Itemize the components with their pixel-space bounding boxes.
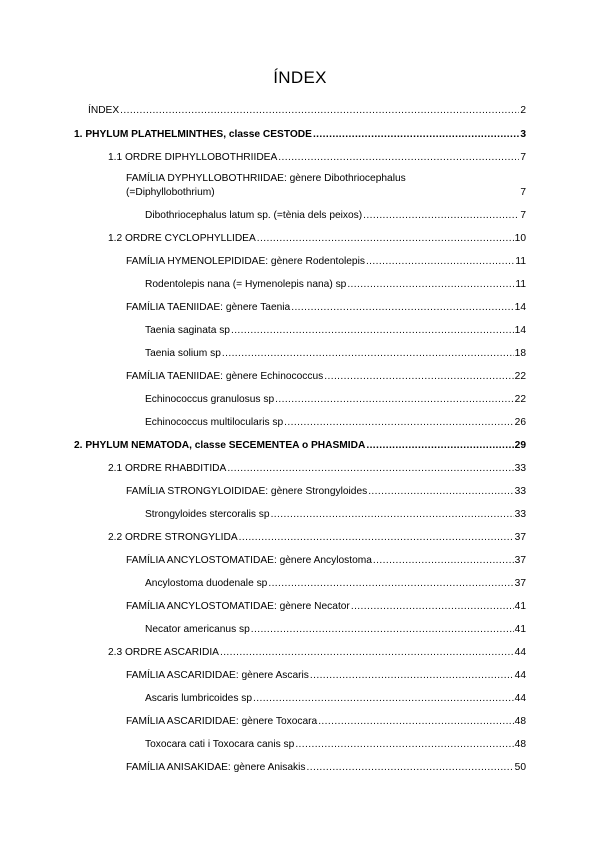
toc-entry-order-strongylida[interactable]: [108, 531, 526, 544]
toc-entry-species-ascaris-lumbricoides[interactable]: [145, 692, 526, 705]
toc-entry-page: 7: [520, 152, 526, 163]
toc-entry-page: 14: [514, 325, 526, 336]
toc-entry-text: FAMÍLIA ANCYLOSTOMATIDAE: gènere Necator: [126, 601, 350, 612]
toc-entry-page: 10: [514, 233, 526, 244]
toc-entry-text: FAMÍLIA ANISAKIDAE: gènere Anisakis: [126, 762, 306, 773]
toc-entry-page: 37: [514, 532, 526, 543]
toc-entry-text: 2.1 ORDRE RHABDITIDA: [108, 463, 227, 474]
toc-entry-page: 44: [514, 647, 526, 658]
dot-leader: [251, 623, 514, 636]
toc-entry-page: 48: [514, 739, 526, 750]
dot-leader: [253, 692, 514, 705]
dot-leader: [366, 439, 513, 452]
toc-entry-page: 14: [514, 302, 526, 313]
toc-entry-page: 41: [514, 624, 526, 635]
toc-entry-family-dyphyllobothriidae[interactable]: [126, 172, 526, 200]
dot-leader: [275, 393, 514, 406]
dot-leader: [373, 554, 514, 567]
toc-entry-text: Taenia saginata sp: [145, 325, 230, 336]
toc-entry-page: 7: [520, 187, 526, 198]
toc-entry-species-dibothriocephalus-latum[interactable]: [145, 209, 526, 222]
dot-leader: [257, 232, 514, 245]
dot-leader: [310, 669, 514, 682]
toc-entry-text: FAMÍLIA ANCYLOSTOMATIDAE: gènere Ancylostoma: [126, 555, 372, 566]
toc-entry-page: 11: [515, 256, 526, 267]
toc-entry-page: 29: [514, 440, 526, 451]
toc-entry-text: FAMÍLIA ASCARIDIDAE: gènere Toxocara: [126, 716, 318, 727]
toc-entry-text: FAMÍLIA STRONGYLOIDIDAE: gènere Strongyloides: [126, 486, 368, 497]
toc-entry-text: FAMÍLIA TAENIIDAE: gènere Echinococcus: [126, 371, 324, 382]
toc-entry-species-echinococcus-multilocularis[interactable]: [145, 416, 526, 429]
dot-leader: [295, 738, 513, 751]
page-title: ÍNDEX: [273, 68, 327, 87]
toc-entry-order-diphyllobothriidea[interactable]: [108, 151, 526, 164]
dot-leader: [291, 301, 513, 314]
toc-entry-species-rodentolepis-nana[interactable]: [145, 278, 526, 291]
toc-entry-species-echinococcus-granulosus[interactable]: [145, 393, 526, 406]
toc-entry-species-ancylostoma-duodenale[interactable]: [145, 577, 526, 590]
toc-entry-page: 37: [514, 555, 526, 566]
toc-entry-page: 33: [514, 486, 526, 497]
toc-entry-species-toxocara[interactable]: [145, 738, 526, 751]
toc-entry-page: 22: [514, 371, 526, 382]
toc-entry-family-ancylostomatidae-necator[interactable]: [126, 600, 526, 613]
dot-leader: [231, 324, 514, 337]
toc-entry-page: 22: [514, 394, 526, 405]
toc-entry-species-taenia-saginata[interactable]: [145, 324, 526, 337]
toc-entry-index[interactable]: [88, 104, 526, 117]
toc-entry-page: 18: [514, 348, 526, 359]
dot-leader: [239, 531, 514, 544]
toc-entry-text: Echinococcus multilocularis sp: [145, 417, 284, 428]
toc-entry-page: 2: [520, 105, 526, 116]
toc-entry-order-ascaridia[interactable]: [108, 646, 526, 659]
dot-leader: [227, 462, 513, 475]
toc-entry-text-continued: (=Diphyllobothrium): [126, 187, 215, 198]
toc-entry-text: Ancylostoma duodenale sp: [145, 578, 268, 589]
dot-leader: [368, 485, 513, 498]
dot-leader: [307, 761, 514, 774]
dot-leader: [284, 416, 514, 429]
dot-leader: [347, 278, 514, 291]
dot-leader: [268, 577, 513, 590]
dot-leader: [318, 715, 513, 728]
toc-entry-text: Taenia solium sp: [145, 348, 221, 359]
toc-entry-phylum-platyhelminthes[interactable]: [74, 128, 526, 141]
toc-entry-text: Rodentolepis nana (= Hymenolepis nana) sp: [145, 279, 347, 290]
toc-entry-family-anisakidae[interactable]: [126, 761, 526, 774]
dot-leader: [222, 347, 514, 360]
dot-leader: [313, 128, 519, 141]
toc-entry-page: 11: [515, 279, 526, 290]
toc-entry-page: 48: [514, 716, 526, 727]
toc-entry-page: 41: [514, 601, 526, 612]
toc-entry-text: Echinococcus granulosus sp: [145, 394, 275, 405]
toc-entry-species-necator-americanus[interactable]: [145, 623, 526, 636]
toc-entry-text: Strongyloides stercoralis sp: [145, 509, 270, 520]
toc-entry-species-strongyloides-stercoralis[interactable]: [145, 508, 526, 521]
toc-entry-page: 37: [514, 578, 526, 589]
toc-entry-text: 2.2 ORDRE STRONGYLIDA: [108, 532, 238, 543]
dot-leader: [278, 151, 519, 164]
dot-leader: [351, 600, 514, 613]
toc-entry-text: Toxocara cati i Toxocara canis sp: [145, 739, 295, 750]
toc-entry-text: 1. PHYLUM PLATHELMINTHES, classe CESTODE: [74, 129, 312, 140]
toc-entry-page: 3: [520, 129, 526, 140]
toc-entry-text: ÍNDEX: [88, 105, 120, 116]
dot-leader: [366, 255, 514, 268]
dot-leader: [271, 508, 514, 521]
toc-entry-family-ascarididae-ascaris[interactable]: [126, 669, 526, 682]
toc-entry-phylum-nematoda[interactable]: [74, 439, 526, 452]
toc-entry-page: 44: [514, 670, 526, 681]
toc-entry-text: FAMÍLIA ASCARIDIDAE: gènere Ascaris: [126, 670, 309, 681]
toc-entry-page: 33: [514, 509, 526, 520]
toc-entry-text: 2.3 ORDRE ASCARIDIA: [108, 647, 219, 658]
toc-entry-species-taenia-solium[interactable]: [145, 347, 526, 360]
toc-entry-text: Ascaris lumbricoides sp: [145, 693, 253, 704]
toc-entry-family-taeniidae-echinococcus[interactable]: [126, 370, 526, 383]
toc-entry-text: 2. PHYLUM NEMATODA, classe SECEMENTEA o PHASMIDA: [74, 440, 366, 451]
dot-leader: [363, 209, 519, 222]
toc-entry-family-ascarididae-toxocara[interactable]: [126, 715, 526, 728]
toc-entry-text: 1.1 ORDRE DIPHYLLOBOTHRIIDEA: [108, 152, 278, 163]
toc-entry-text: Necator americanus sp: [145, 624, 250, 635]
toc-entry-page: 44: [514, 693, 526, 704]
toc-entry-page: 26: [514, 417, 526, 428]
toc-entry-family-hymenolepididae[interactable]: [126, 255, 526, 268]
toc-entry-page: 50: [514, 762, 526, 773]
toc-entry-text: FAMÍLIA TAENIIDAE: gènere Taenia: [126, 302, 291, 313]
dot-leader: [120, 104, 519, 117]
toc-entry-text: FAMÍLIA HYMENOLEPIDIDAE: gènere Rodentolepis: [126, 256, 365, 267]
dot-leader: [216, 187, 520, 200]
toc-entry-family-taeniidae-taenia[interactable]: [126, 301, 526, 314]
toc-entry-family-ancylostomatidae-ancylostoma[interactable]: [126, 554, 526, 567]
toc-entry-order-cyclophyllidea[interactable]: [108, 232, 526, 245]
toc-entry-page: 33: [514, 463, 526, 474]
toc-entry-text: Dibothriocephalus latum sp. (=tènia dels peixos): [145, 210, 363, 221]
toc-entry-family-strongyloididae[interactable]: [126, 485, 526, 498]
dot-leader: [220, 646, 514, 659]
toc-entry-page: 7: [520, 210, 526, 221]
toc-entry-order-rhabditida[interactable]: [108, 462, 526, 475]
toc-entry-text: FAMÍLIA DYPHYLLOBOTHRIIDAE: gènere Dibothriocephalus: [126, 173, 406, 184]
dot-leader: [324, 370, 513, 383]
toc-entry-text: 1.2 ORDRE CYCLOPHYLLIDEA: [108, 233, 256, 244]
